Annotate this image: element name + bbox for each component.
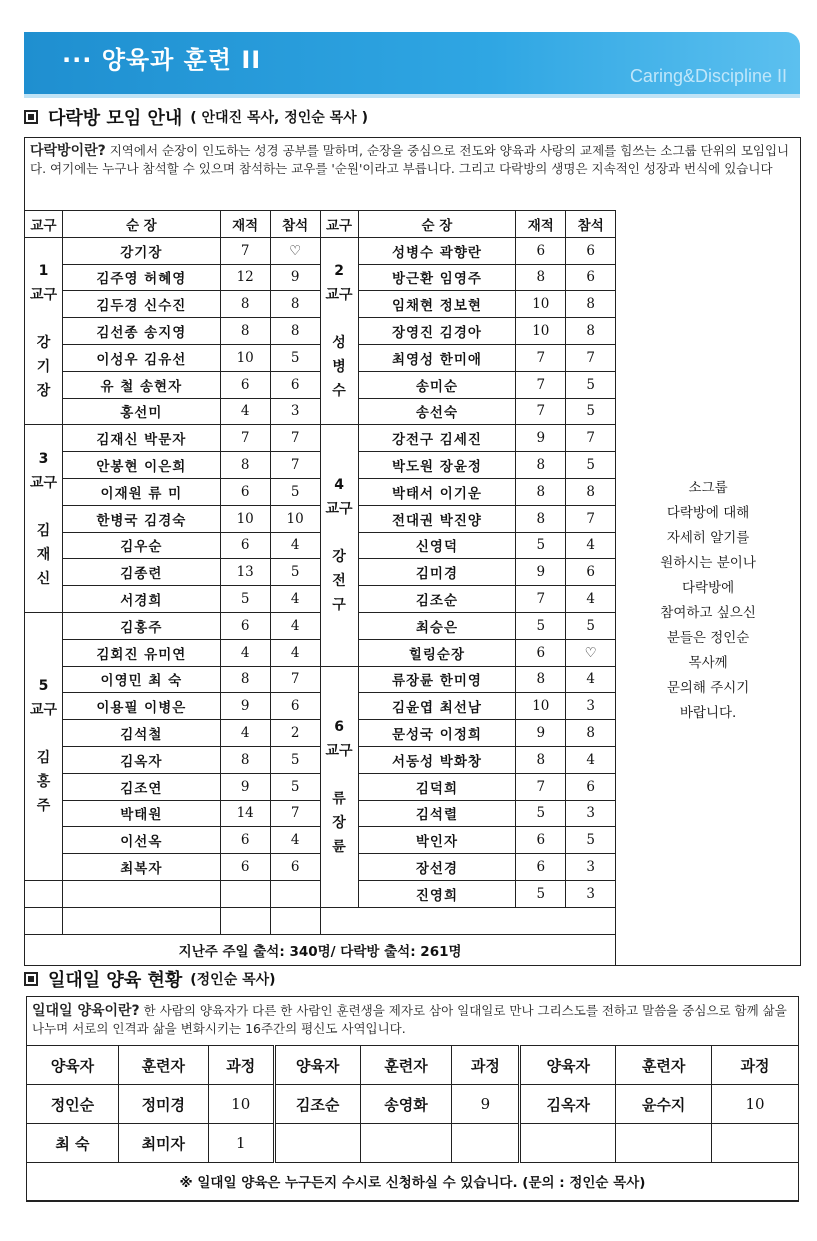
leader-name: 박태서 이기운 [358, 478, 516, 505]
enrolled-count: 4 [220, 639, 270, 666]
teacher-name: 김조순 [274, 1085, 360, 1124]
attendance-count: 8 [566, 318, 616, 345]
enrolled-count: 6 [220, 371, 270, 398]
enrolled-count: 8 [516, 478, 566, 505]
enrolled-count: 5 [516, 612, 566, 639]
one-on-one-footnote: ※ 일대일 양육은 누구든지 수시로 신청하실 수 있습니다. (문의 : 정인순 목사) [26, 1161, 799, 1201]
enrolled-count: 7 [516, 344, 566, 371]
leader-name: 이재원 류 미 [62, 478, 220, 505]
enrolled-count: 9 [516, 559, 566, 586]
attendance-count: 6 [566, 773, 616, 800]
enrolled-count: 8 [220, 318, 270, 345]
one-on-one-heading [24, 966, 276, 992]
attendance-count: 5 [566, 452, 616, 479]
enrolled-count: 8 [220, 666, 270, 693]
leader-name: 박도원 장윤정 [358, 452, 516, 479]
attendance-count: 6 [566, 237, 616, 264]
header-underline [24, 94, 800, 98]
col-jaejeok: 재적 [220, 211, 270, 238]
square-bullet-icon [24, 110, 38, 124]
attendance-count: 4 [270, 532, 320, 559]
attendance-count: ♡ [566, 639, 616, 666]
district-label: 3 교구 김 재 신 [25, 425, 63, 613]
attendance-count: 5 [270, 746, 320, 773]
attendance-count: ♡ [270, 237, 320, 264]
enrolled-count: 8 [220, 291, 270, 318]
attendance-count: 6 [566, 559, 616, 586]
attendance-count: 3 [270, 398, 320, 425]
enrolled-count: 6 [516, 639, 566, 666]
attendance-count: 6 [270, 371, 320, 398]
leader-name: 김선종 송지영 [62, 318, 220, 345]
leader-name: 유 철 송현자 [62, 371, 220, 398]
attendance-count: 8 [566, 291, 616, 318]
enrolled-count: 7 [220, 237, 270, 264]
district-label: 4 교구 강 전 구 [320, 425, 358, 666]
col-teacher: 양육자 [520, 1046, 616, 1085]
teacher-name: 정인순 [27, 1085, 119, 1124]
col-course: 과정 [712, 1046, 799, 1085]
col-teacher: 양육자 [274, 1046, 360, 1085]
side-note: 소그룹 다락방에 대해 자세히 알기를 원하시는 분이나 다락방에 참여하고 싶으신 분들은 정인순 목사께 문의해 주시기 바랍니다. [616, 237, 801, 965]
col-teacher: 양육자 [27, 1046, 119, 1085]
col-course: 과정 [452, 1046, 520, 1085]
one-on-one-leader: (정인순 목사) [190, 972, 276, 988]
leader-name: 최승은 [358, 612, 516, 639]
leader-name: 진영희 [358, 880, 516, 907]
leader-name: 이성우 김유선 [62, 344, 220, 371]
enrolled-count: 6 [516, 237, 566, 264]
attendance-count: 6 [270, 854, 320, 881]
col-trainee: 훈련자 [360, 1046, 452, 1085]
teacher-name [520, 1124, 616, 1163]
empty-cell [62, 880, 220, 907]
attendance-count: 5 [566, 371, 616, 398]
enrolled-count: 7 [516, 773, 566, 800]
leader-name: 김미경 [358, 559, 516, 586]
attendance-count: 7 [566, 505, 616, 532]
leader-name: 김윤엽 최선남 [358, 693, 516, 720]
attendance-count: 7 [566, 344, 616, 371]
leader-name: 최영성 한미애 [358, 344, 516, 371]
leader-name: 김재신 박문자 [62, 425, 220, 452]
enrolled-count: 6 [220, 478, 270, 505]
trainee-name [616, 1124, 712, 1163]
empty-cell [62, 907, 220, 934]
leader-name: 문성국 이정희 [358, 720, 516, 747]
trainee-name: 송영화 [360, 1085, 452, 1124]
square-bullet-icon [24, 972, 38, 986]
enrolled-count: 5 [516, 880, 566, 907]
attendance-count: 8 [566, 720, 616, 747]
attendance-count: 2 [270, 720, 320, 747]
leader-name: 안봉현 이은희 [62, 452, 220, 479]
empty-cell [25, 907, 63, 934]
enrolled-count: 12 [220, 264, 270, 291]
course-number [712, 1124, 799, 1163]
leader-name: 서동성 박화창 [358, 746, 516, 773]
attendance-count: 4 [566, 532, 616, 559]
darakbang-table [24, 210, 801, 966]
empty-cell [220, 907, 270, 934]
trainee-name: 최미자 [118, 1124, 208, 1163]
teacher-name: 김옥자 [520, 1085, 616, 1124]
leader-name: 박태원 [62, 800, 220, 827]
one-on-one-table [26, 1045, 799, 1163]
enrolled-count: 8 [220, 452, 270, 479]
table-row [27, 1124, 799, 1163]
attendance-count: 4 [270, 586, 320, 613]
leader-name: 김주영 허혜영 [62, 264, 220, 291]
enrolled-count: 9 [516, 720, 566, 747]
one-on-one-intro-text: 한 사람의 양육자가 다른 한 사람인 훈련생을 제자로 삼아 일대일로 만나 그리스도를 전하고 말씀을 중심으로 함께 삶을 나누며 서로의 인격과 삶을 변화시키는 16주간의 평신도 사역입니다. [32, 1003, 787, 1036]
page-subtitle: Caring&Discipline II [629, 66, 787, 86]
enrolled-count: 8 [516, 505, 566, 532]
col-gyo: 교구 [25, 211, 63, 238]
attendance-count: 7 [270, 666, 320, 693]
leader-name: 이영민 최 숙 [62, 666, 220, 693]
enrolled-count: 6 [220, 827, 270, 854]
enrolled-count: 4 [220, 398, 270, 425]
enrolled-count: 10 [516, 693, 566, 720]
darakbang-heading [24, 104, 368, 130]
one-on-one-title: 일대일 양육 현황 [48, 970, 183, 991]
enrolled-count: 5 [220, 586, 270, 613]
table-row [25, 237, 801, 264]
enrolled-count: 8 [516, 264, 566, 291]
course-number: 1 [208, 1124, 274, 1163]
darakbang-intro-lead: 다락방이란? [30, 143, 106, 159]
attendance-count: 5 [566, 827, 616, 854]
leader-name: 박인자 [358, 827, 516, 854]
leader-name: 장영진 김경아 [358, 318, 516, 345]
header-row [27, 1046, 799, 1085]
leader-name: 이용필 이병은 [62, 693, 220, 720]
enrolled-count: 9 [220, 773, 270, 800]
leader-name: 김두경 신수진 [62, 291, 220, 318]
course-number: 10 [208, 1085, 274, 1124]
leader-name: 김석렬 [358, 800, 516, 827]
leader-name: 홍선미 [62, 398, 220, 425]
district-label: 6 교구 류 장 륜 [320, 666, 358, 907]
col-chamseok: 참석 [566, 211, 616, 238]
leader-name: 전대권 박진양 [358, 505, 516, 532]
enrolled-count: 6 [220, 854, 270, 881]
district-label: 1 교구 강 기 장 [25, 237, 63, 425]
empty-cell [270, 880, 320, 907]
attendance-count: 5 [270, 344, 320, 371]
enrolled-count: 9 [516, 425, 566, 452]
leader-name: 강기장 [62, 237, 220, 264]
attendance-count: 8 [270, 318, 320, 345]
attendance-count: 4 [270, 612, 320, 639]
leader-name: 최복자 [62, 854, 220, 881]
enrolled-count: 14 [220, 800, 270, 827]
trainee-name [360, 1124, 452, 1163]
attendance-count: 8 [566, 478, 616, 505]
course-number: 10 [712, 1085, 799, 1124]
leader-name: 김우순 [62, 532, 220, 559]
enrolled-count: 5 [516, 800, 566, 827]
enrolled-count: 7 [516, 398, 566, 425]
darakbang-intro-text: 지역에서 순장이 인도하는 성경 공부를 말하며, 순장을 중심으로 전도와 양육과 사랑의 교제를 힘쓰는 소그룹 단위의 모임입니다. 여기에는 누구나 참석할 수 있으며 참석하는 교우를 '순원'이라고 부릅니다. 그리고 다락방의 생명은 지속적인 성장과 번식에 있습니다 [30, 143, 790, 176]
enrolled-count: 6 [220, 532, 270, 559]
enrolled-count: 8 [220, 746, 270, 773]
attendance-count: 7 [270, 452, 320, 479]
attendance-count: 5 [566, 612, 616, 639]
attendance-count: 3 [566, 800, 616, 827]
enrolled-count: 13 [220, 559, 270, 586]
enrolled-count: 10 [220, 344, 270, 371]
darakbang-leaders: ( 안대진 목사, 정인순 목사 ) [190, 110, 368, 126]
empty-cell [270, 907, 320, 934]
enrolled-count: 9 [220, 693, 270, 720]
leader-name: 서경희 [62, 586, 220, 613]
leader-name: 송선숙 [358, 398, 516, 425]
leader-name: 김조순 [358, 586, 516, 613]
col-trainee: 훈련자 [616, 1046, 712, 1085]
col-sunjang: 순 장 [358, 211, 516, 238]
enrolled-count: 5 [516, 532, 566, 559]
empty-cell [25, 880, 63, 907]
leader-name: 성병수 곽향란 [358, 237, 516, 264]
attendance-count: 9 [270, 264, 320, 291]
col-sunjang: 순 장 [62, 211, 220, 238]
col-trainee: 훈련자 [118, 1046, 208, 1085]
empty-cell [220, 880, 270, 907]
attendance-count: 3 [566, 693, 616, 720]
leader-name: 이선옥 [62, 827, 220, 854]
enrolled-count: 10 [516, 291, 566, 318]
teacher-name: 최 숙 [27, 1124, 119, 1163]
attendance-count: 4 [566, 666, 616, 693]
enrolled-count: 6 [516, 827, 566, 854]
enrolled-count: 8 [516, 746, 566, 773]
enrolled-count: 7 [516, 371, 566, 398]
leader-name: 힐링순장 [358, 639, 516, 666]
attendance-count: 4 [270, 639, 320, 666]
attendance-count: 4 [566, 746, 616, 773]
district-label: 2 교구 성 병 수 [320, 237, 358, 425]
enrolled-count: 4 [220, 720, 270, 747]
attendance-count: 7 [566, 425, 616, 452]
col-course: 과정 [208, 1046, 274, 1085]
trainee-name: 윤수지 [616, 1085, 712, 1124]
course-number: 9 [452, 1085, 520, 1124]
leader-name: 송미순 [358, 371, 516, 398]
attendance-count: 3 [566, 854, 616, 881]
leader-name: 방근환 임영주 [358, 264, 516, 291]
leader-name: 류장륜 한미영 [358, 666, 516, 693]
attendance-count: 3 [566, 880, 616, 907]
col-chamseok: 참석 [270, 211, 320, 238]
page-title: ··· 양육과 훈련 II [62, 46, 262, 74]
one-on-one-intro-lead: 일대일 양육이란? [32, 1003, 140, 1019]
attendance-count: 8 [270, 291, 320, 318]
teacher-name [274, 1124, 360, 1163]
enrolled-count: 8 [516, 452, 566, 479]
attendance-count: 7 [270, 425, 320, 452]
attendance-total: 지난주 주일 출석: 340명/ 다락방 출석: 261명 [25, 934, 616, 965]
col-gyo: 교구 [320, 211, 358, 238]
attendance-count: 5 [270, 559, 320, 586]
attendance-count: 4 [270, 827, 320, 854]
leader-name: 김석철 [62, 720, 220, 747]
leader-name: 김덕희 [358, 773, 516, 800]
enrolled-count: 7 [220, 425, 270, 452]
trainee-name: 정미경 [118, 1085, 208, 1124]
leader-name: 신영덕 [358, 532, 516, 559]
attendance-count: 5 [566, 398, 616, 425]
col-jaejeok: 재적 [516, 211, 566, 238]
darakbang-intro [30, 142, 796, 178]
enrolled-count: 8 [516, 666, 566, 693]
enrolled-count: 6 [220, 612, 270, 639]
table-row [27, 1085, 799, 1124]
attendance-count: 6 [566, 264, 616, 291]
one-on-one-intro [32, 1002, 794, 1038]
district-label: 5 교구 김 홍 주 [25, 612, 63, 880]
leader-name: 강전구 김세진 [358, 425, 516, 452]
leader-name: 임채현 정보현 [358, 291, 516, 318]
leader-name: 한병국 김경숙 [62, 505, 220, 532]
enrolled-count: 6 [516, 854, 566, 881]
leader-name: 김옥자 [62, 746, 220, 773]
leader-name: 김홍주 [62, 612, 220, 639]
enrolled-count: 7 [516, 586, 566, 613]
darakbang-title: 다락방 모임 안내 [48, 108, 183, 129]
course-number [452, 1124, 520, 1163]
attendance-count: 5 [270, 773, 320, 800]
attendance-count: 6 [270, 693, 320, 720]
attendance-count: 5 [270, 478, 320, 505]
leader-name: 김종련 [62, 559, 220, 586]
leader-name: 김회진 유미연 [62, 639, 220, 666]
enrolled-count: 10 [516, 318, 566, 345]
leader-name: 장선경 [358, 854, 516, 881]
enrolled-count: 10 [220, 505, 270, 532]
attendance-count: 4 [566, 586, 616, 613]
leader-name: 김조연 [62, 773, 220, 800]
attendance-count: 10 [270, 505, 320, 532]
attendance-count: 7 [270, 800, 320, 827]
